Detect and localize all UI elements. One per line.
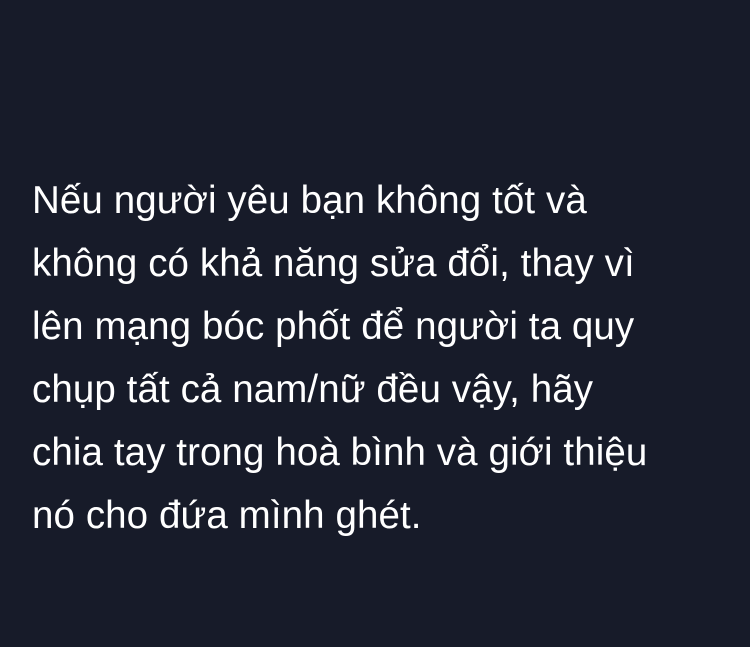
quote-line-5: chia tay trong hoà bình và giới thiệu: [32, 431, 648, 474]
quote-line-6: nó cho đứa mình ghét.: [32, 494, 422, 537]
quote-line-2: không có khả năng sửa đổi, thay vì: [32, 242, 635, 285]
quote-line-3: lên mạng bóc phốt để người ta quy: [32, 305, 635, 348]
quote-text-block: [32, 169, 732, 547]
quote-line-4: chụp tất cả nam/nữ đều vậy, hãy: [32, 368, 594, 411]
quote-line-1: Nếu người yêu bạn không tốt và: [32, 179, 587, 222]
